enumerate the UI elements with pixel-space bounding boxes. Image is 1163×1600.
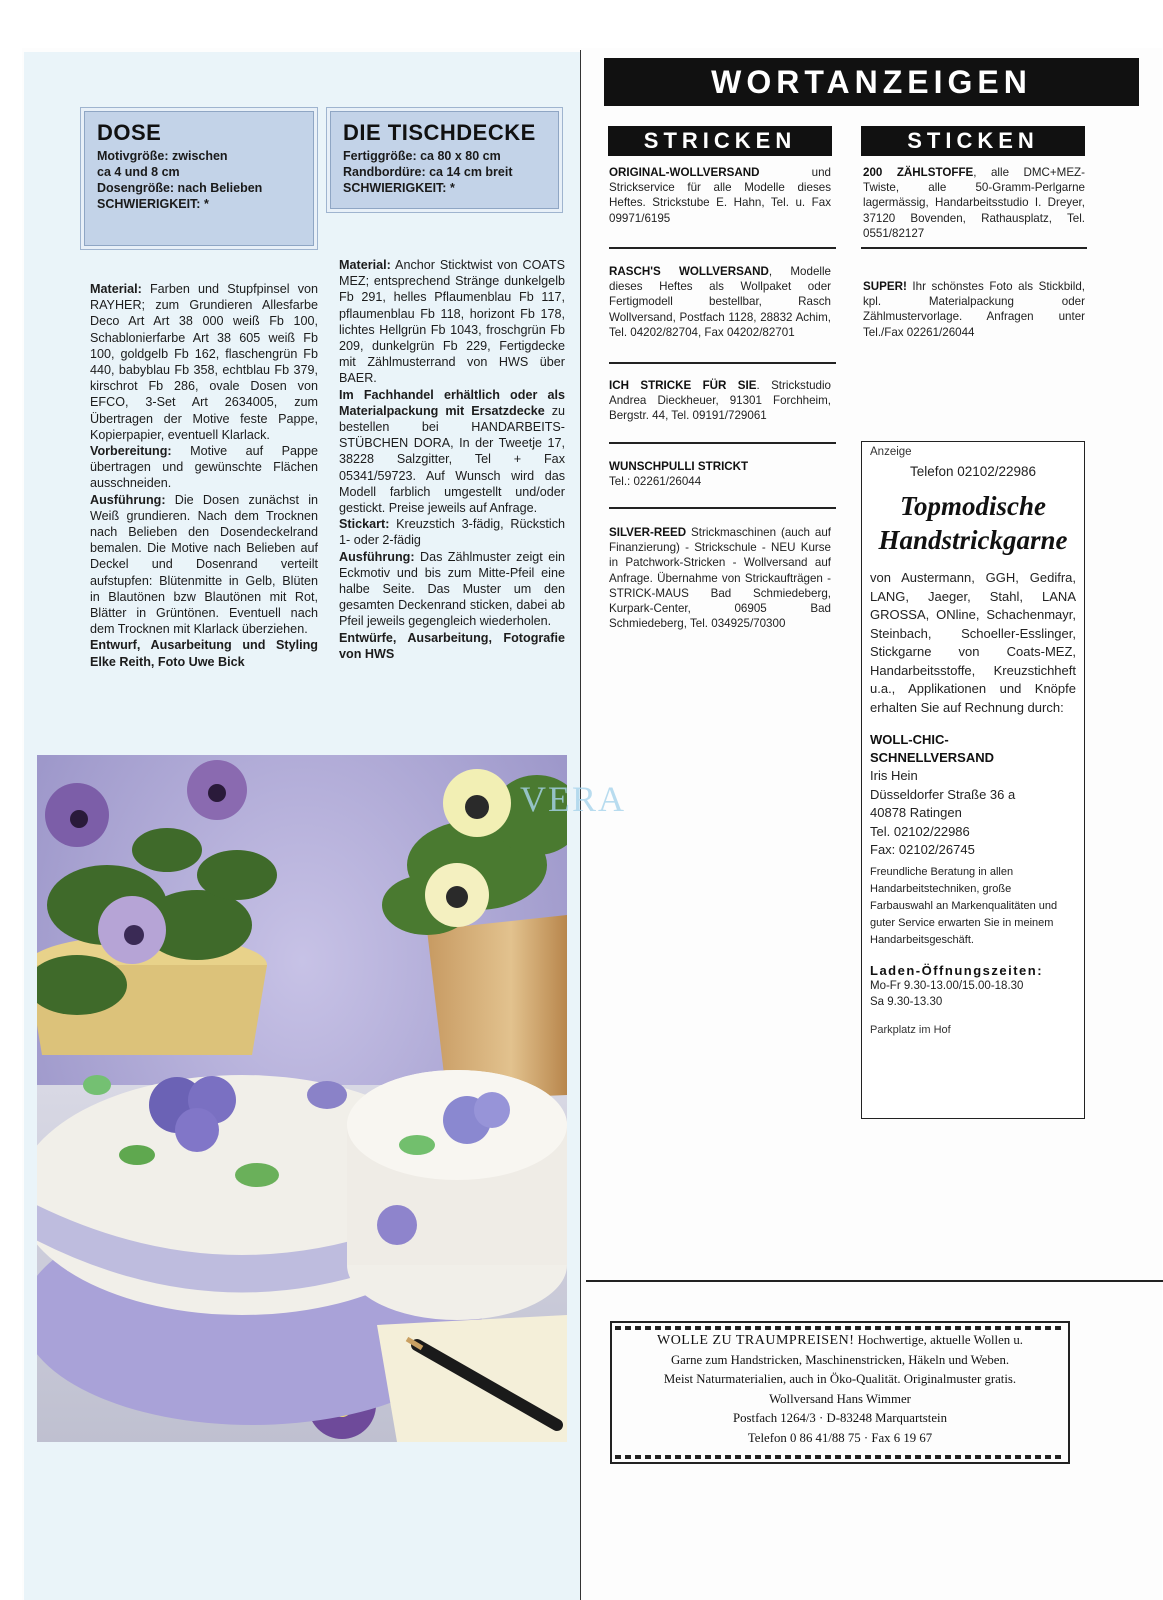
stricken-ad [609, 264, 831, 340]
sticken-banner: STICKEN [861, 126, 1085, 156]
column-divider [580, 50, 581, 1600]
anzeige-hours-line: Sa 9.30-13.30 [870, 995, 943, 1008]
bottom-ad-line: Garne zum Handstricken, Maschinenstricken, Häkeln und Weben. [670, 1352, 1010, 1367]
stricken-ad [609, 165, 831, 226]
anzeige-service: Freundliche Beratung in allen Handarbeitstechniken, große Farbauswahl an Markenqualitäten und guter Service erwarten Sie in meinem Handarbeitsgeschäft. [870, 865, 1058, 946]
dose-ausfuehrung-label: Ausführung: [90, 492, 166, 507]
anzeige-hours-title: Laden-Öffnungszeiten: [870, 962, 1044, 978]
anzeige-address-line: Fax: 02102/26745 [870, 842, 975, 857]
anzeige-parking: Parkplatz im Hof [870, 1023, 951, 1036]
tischdecke-bestellen: zu bestellen bei HANDARBEITS-STÜBCHEN DORA, In der Tweetje 17, 38228 Salzgitter, Tel + Fax 05341/59723. Auf Wunsch wird das Modell farblich umgestellt und/oder gestickt. Preise jeweils auf Anfrage. [339, 403, 565, 516]
stricken-ad [609, 459, 831, 489]
dose-vorbereitung: Motive auf Pappe übertragen und gewünschte Flächen ausschneiden. [90, 444, 319, 491]
bottom-ad-line: Postfach 1264/3 · D-83248 Marquartstein [733, 1411, 947, 1425]
anzeige-address-line: Tel. 02102/22986 [870, 823, 970, 839]
bottom-ad-line-1 [622, 1331, 1058, 1351]
tischdecke-stickart: Kreuzstich 3-fädig, Rückstich 1- oder 2-fädig [339, 517, 565, 548]
ad-text: Tel.: 02261/26044 [609, 475, 702, 489]
dose-line: Motivgröße: zwischen [97, 149, 228, 163]
company-line: SCHNELLVERSAND [870, 750, 994, 765]
tischdecke-fachhandel: Im Fachhandel erhältlich oder als Materialpackung mit Ersatzdecke [339, 387, 565, 418]
dose-line: SCHWIERIGKEIT: * [97, 197, 209, 211]
ad-head: 200 ZÄHLSTOFFE [863, 166, 974, 179]
tischdecke-line: SCHWIERIGKEIT: * [343, 181, 455, 195]
ad-text: und Strickservice für alle Modelle dieses Heftes. Strickstube E. Hahn, Tel. u. Fax 09971/6195 [609, 166, 831, 225]
dose-line: Dosengröße: nach Belieben [97, 181, 263, 195]
pansy-boxes-photo [37, 755, 567, 1442]
dose-title: DOSE [97, 120, 162, 145]
dose-vorbereitung-label: Vorbereitung: [90, 444, 172, 459]
anzeige-tag: Anzeige [870, 446, 912, 458]
bottom-divider [586, 1280, 1163, 1282]
pansy-photo-illustration [37, 755, 567, 1442]
ad-text: Strickmaschinen (auch auf Finanzierung) - Strickschule - NEU Kurse in Patchwork-Stricken - Wollversand auf Anfrage. Übernahme von Strickaufträgen - STRICK-MAUS Bad Schmiedeberg, Kurpark-Center, 06905 Bad Schmiedeberg, Tel. 034925/70300 [609, 526, 831, 631]
ad-head: SUPER! [863, 280, 907, 293]
tischdecke-title: DIE TISCHDECKE [343, 120, 536, 145]
bottom-ad-head: WOLLE ZU TRAUMPREISEN! [656, 1333, 855, 1348]
tischdecke-instructions [339, 257, 565, 662]
sticken-ad [863, 279, 1085, 340]
ad-text: . Strickstudio Andrea Dieckheuer, 91301 Forchheim, Bergstr. 44, Tel. 09191/729061 [609, 379, 831, 423]
sticken-ad [863, 165, 1085, 241]
company-line: WOLL-CHIC- [870, 732, 949, 747]
dose-ausfuehrung: Die Dosen zunächst in Weiß grundieren. Nach dem Trocknen nach Belieben den Dosendeckelrand bemalen. Die Motive nach Belieben auf Deckel und Dosenrand verteilt aufstupfen: Blütenmitte in Gelb, Blüten in Blautönen bzw Blautönen mit Rot, Blätter in Grüntönen. Eventuell nach dem Trocknen mit Klarlack überziehen. [90, 492, 318, 637]
ad-text: Ihr schönstes Foto als Stickbild, kpl. Materialpackung oder Zählmustervorlage. Anfragen unter Tel./Fax 02261/26044 [863, 280, 1085, 339]
bottom-ad-text: Hochwertige, aktuelle Wollen u. [854, 1333, 1023, 1347]
tischdecke-stickart-label: Stickart: [339, 517, 390, 532]
dose-credits: Entwurf, Ausarbeitung und Styling Elke Reith, Foto Uwe Bick [90, 638, 318, 669]
anzeige-hours-line: Mo-Fr 9.30-13.00/15.00-18.30 [870, 979, 1024, 992]
dose-info-box [84, 111, 314, 246]
ad-divider [861, 247, 1087, 249]
tischdecke-line: Fertiggröße: ca 80 x 80 cm [343, 149, 501, 163]
bottom-ad-line: Meist Naturmaterialien, auch in Öko-Qualität. Originalmuster gratis. [663, 1372, 1017, 1386]
ad-head: WUNSCHPULLI STRICKT [609, 460, 749, 473]
dose-material-label: Material: [90, 282, 142, 296]
anzeige-headline [870, 489, 1076, 557]
anzeige-phone: Telefon 02102/22986 [909, 464, 1037, 479]
tischdecke-credits: Entwürfe, Ausarbeitung, Fotografie von HWS [339, 630, 565, 661]
ad-text: , Modelle dieses Heftes als Wollpaket oder Fertigmodell bestellbar, Rasch Wollversand, Postfach 1128, 28832 Achim, Tel. 04202/82704, Fax 04202/82701 [609, 265, 831, 339]
tischdecke-line: Randbordüre: ca 14 cm breit [343, 165, 513, 179]
anzeige-address-line: Düsseldorfer Straße 36 a [870, 786, 1016, 802]
dose-material: Farben und Stupfpinsel von RAYHER; zum Grundieren Allesfarbe Deco Art Art 38 000 weiß Fb 100, Schablonierfarbe Art 38 605 weiß Fb 100, goldgelb Fb 162, flaschengrün Fb 440, babyblau Fb 358, echtblau Fb 379, kirschrot Fb 286, ovale Dosen von EFCO, 3-Set Art 2634005, zum Übertragen der Motive feste Pappe, Kopierpapier, eventuell Klarlack. [90, 282, 319, 442]
stricken-ad [609, 525, 831, 631]
ad-divider [609, 442, 836, 444]
anzeige-company [870, 731, 1076, 767]
dose-instructions [90, 281, 318, 670]
ad-head: ICH STRICKE FÜR SIE [609, 379, 757, 392]
ad-head: SILVER-REED [609, 526, 687, 539]
ad-text: , alle DMC+MEZ-Twiste, alle 50-Gramm-Perlgarne lagermässig, Handarbeitsstudio I. Dreyer, 37120 Bovenden, Rathausplatz, Tel. 0551/82127 [863, 166, 1086, 240]
headline-line: Handstrickgarne [878, 525, 1068, 555]
ad-divider [609, 247, 836, 249]
anzeige-box [861, 441, 1085, 1119]
wortanzeigen-banner: WORTANZEIGEN [604, 58, 1139, 106]
bottom-ad-line: Telefon 0 86 41/88 75 · Fax 6 19 67 [747, 1430, 933, 1445]
stricken-ad [609, 378, 831, 424]
dose-line: ca 4 und 8 cm [97, 165, 180, 179]
wolle-traumpreisen-ad [610, 1321, 1070, 1464]
tischdecke-material: Anchor Sticktwist von COATS MEZ; entsprechend Stränge dunkelgelb Fb 291, helles Pflaumenblau Fb 117, pflaumenblau Fb 118, horizont Fb 178, lichtes Hellgrün Fb 1043, froschgrün Fb 209, dunkelgrün Fb 229, Fertigdecke mit Zählmusterrand von HWS über BAER. [339, 258, 565, 386]
bottom-ad-line: Wollversand Hans Wimmer [769, 1391, 911, 1406]
ad-divider [609, 507, 836, 509]
anzeige-body: von Austermann, GGH, Gedifra, LANG, Jaeger, Stahl, LANA GROSSA, ONline, Schachenmayr, Steinbach, Schoeller-Esslinger, Stickgarne von Coats-MEZ, Handarbeitsstoffe, Kreuzstichheft u.a., Applikationen und Knöpfe erhalten Sie auf Rechnung durch: [870, 570, 1076, 715]
headline-line: Topmodische [899, 491, 1046, 521]
tischdecke-ausfuehrung-label: Ausführung: [339, 549, 415, 564]
ad-divider [609, 362, 836, 364]
vera-watermark: VERA [520, 779, 626, 819]
tischdecke-ausfuehrung: Das Zählmuster zeigt ein Eckmotiv und bis zum Mitte-Pfeil eine halbe Seite. Das Muster um den gesamten Deckenrand sticken, dabei ab Pfeil jeweils gegengleich wiederholen. [339, 549, 565, 629]
tischdecke-material-label: Material: [339, 258, 391, 272]
anzeige-address-line: 40878 Ratingen [870, 805, 962, 820]
stricken-banner: STRICKEN [608, 126, 832, 156]
ad-head: ORIGINAL-WOLLVERSAND [609, 166, 760, 179]
ad-head: RASCH'S WOLLVERSAND [609, 265, 769, 278]
anzeige-address-line: Iris Hein [870, 768, 918, 783]
tischdecke-info-box [330, 111, 559, 209]
